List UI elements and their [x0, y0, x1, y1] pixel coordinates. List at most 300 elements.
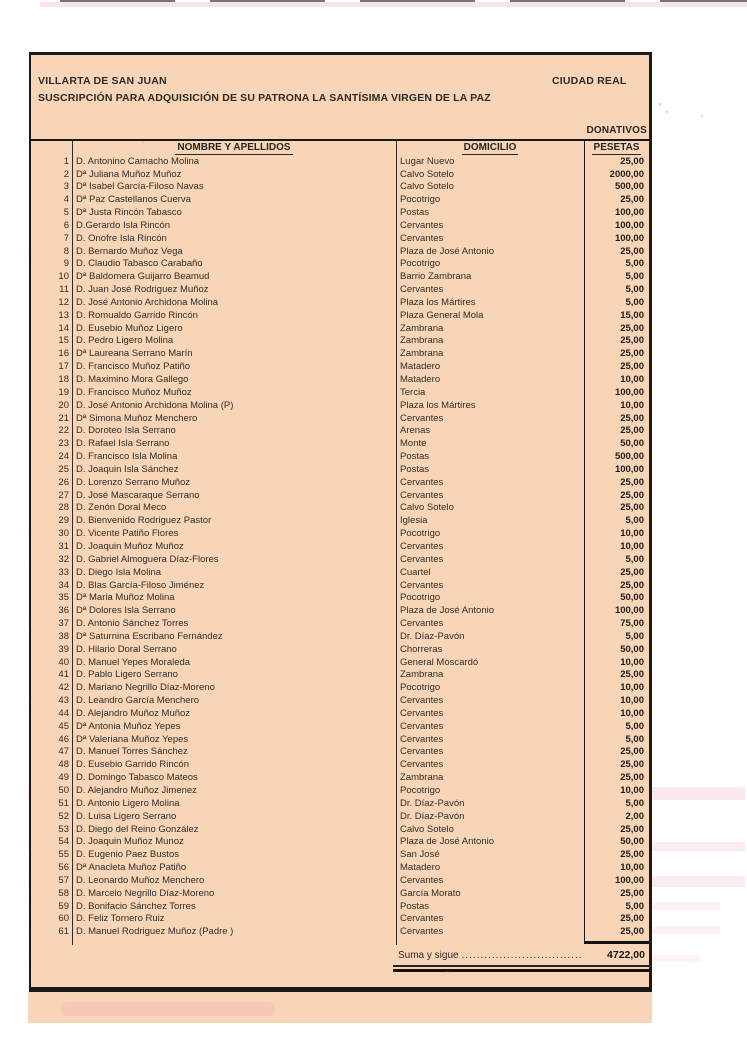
cell-num: 47	[58, 746, 69, 758]
cell-name: Dª Juliana Muñoz Muñoz	[76, 168, 182, 180]
cell-dom: Calvo Sotelo	[400, 168, 454, 180]
cell-pes: 50,00	[620, 836, 644, 848]
cell-num: 41	[58, 669, 69, 681]
page-subtitle: SUSCRIPCIÓN PARA ADQUISICIÓN DE SU PATRONA LA SANTÍSIMA VIRGEN DE LA PAZ	[38, 92, 491, 104]
cell-num: 56	[58, 862, 69, 874]
cell-num: 42	[58, 682, 69, 694]
cell-dom: Cervantes	[400, 412, 444, 424]
table-row	[31, 181, 649, 194]
cell-pes: 25,00	[620, 759, 644, 771]
cell-pes: 10,00	[620, 862, 644, 874]
cell-num: 2	[63, 168, 69, 180]
cell-dom: Plaza los Mártires	[400, 296, 476, 308]
cell-pes: 10,00	[620, 695, 644, 707]
cell-name: D. Hilario Doral Serrano	[76, 643, 177, 655]
cell-dom: Zambrana	[400, 335, 444, 347]
suma-label: Suma y sigue	[398, 949, 459, 961]
cell-num: 12	[58, 296, 69, 308]
table-row	[31, 309, 649, 322]
table-row	[31, 605, 649, 618]
table-row	[31, 592, 649, 605]
cell-dom: Chorreras	[400, 643, 443, 655]
cell-num: 32	[58, 553, 69, 565]
cell-name: D. Maximino Mora Gallego	[76, 374, 189, 386]
pencil-mark: ·	[141, 134, 146, 149]
cell-name: D. Diego Isla Molina	[76, 566, 162, 578]
cell-name: D. Eusebio Muñoz Ligero	[76, 322, 183, 334]
header-separator-line	[31, 139, 649, 141]
cell-num: 24	[58, 451, 69, 463]
cell-num: 43	[58, 695, 69, 707]
cell-num: 45	[58, 720, 69, 732]
cell-num: 3	[63, 181, 69, 193]
suma-value: 4722,00	[607, 949, 645, 961]
cell-pes: 25,00	[620, 669, 644, 681]
cell-num: 4	[63, 194, 69, 206]
cell-dom: Cervantes	[400, 232, 444, 244]
cell-pes: 10,00	[620, 682, 644, 694]
cell-name: D. Zenón Doral Meco	[76, 502, 167, 514]
cell-dom: Barrio Zambrana	[400, 271, 472, 283]
cell-num: 9	[63, 258, 69, 270]
cell-name: D. Pablo Ligero Serrano	[76, 669, 178, 681]
table-row	[31, 720, 649, 733]
table-row	[31, 283, 649, 296]
cell-dom: Cuartel	[400, 566, 431, 578]
cell-num: 33	[58, 566, 69, 578]
table-row	[31, 579, 649, 592]
table-row	[31, 823, 649, 836]
column-header-domicilio-label: DOMICILIO	[463, 142, 517, 153]
cell-pes: 25,00	[620, 348, 644, 360]
cell-name: D. Pedro Ligero Molina	[76, 335, 174, 347]
cell-name: Dª Paz Castellanos Cuerva	[76, 194, 191, 206]
cell-pes: 100,00	[614, 232, 644, 244]
cell-pes: 25,00	[620, 579, 644, 591]
cell-dom: Pocotrigo	[400, 592, 441, 604]
cell-num: 11	[59, 284, 69, 296]
scanned-page	[29, 52, 652, 992]
cell-pes: 5,00	[625, 258, 644, 270]
cell-pes: 25,00	[620, 926, 644, 938]
cell-pes: 100,00	[614, 605, 644, 617]
cell-num: 1	[63, 155, 69, 167]
cell-name: D. José Antonio Archidona Molina (P)	[76, 399, 234, 411]
cell-dom: Arenas	[400, 425, 431, 437]
cell-dom: Cervantes	[400, 720, 444, 732]
cell-pes: 5,00	[625, 553, 644, 565]
table-row	[31, 373, 649, 386]
cell-name: Dª Simona Muñoz Menchero	[76, 412, 198, 424]
cell-name: D. Doroteo Isla Serrano	[76, 425, 176, 437]
cell-num: 58	[58, 887, 69, 899]
table-row	[31, 913, 649, 926]
table-row	[31, 348, 649, 361]
cell-name: D.Gerardo Isla Rincón	[76, 219, 170, 231]
cell-pes: 25,00	[620, 887, 644, 899]
cell-pes: 10,00	[620, 707, 644, 719]
page-title-province: CIUDAD REAL	[552, 75, 627, 87]
cell-dom: Matadero	[400, 862, 441, 874]
cell-num: 57	[58, 874, 69, 886]
cell-name: D. Mariano Negrillo Díaz-Moreno	[76, 682, 215, 694]
cell-pes: 25,00	[620, 194, 644, 206]
cell-pes: 10,00	[620, 785, 644, 797]
cell-pes: 5,00	[625, 284, 644, 296]
table-row	[31, 669, 649, 682]
cell-pes: 25,00	[620, 566, 644, 578]
cell-name: D. Leonardo Muñoz Menchero	[76, 874, 205, 886]
table-row	[31, 155, 649, 168]
cell-num: 5	[63, 207, 69, 219]
cell-num: 36	[58, 605, 69, 617]
cell-num: 55	[58, 849, 69, 861]
table-row	[31, 540, 649, 553]
cell-num: 10	[58, 271, 69, 283]
cell-num: 49	[58, 772, 69, 784]
cell-pes: 25,00	[620, 361, 644, 373]
table-row	[31, 489, 649, 502]
cell-name: D. Bienvenido Rodriguez Pastor	[76, 515, 212, 527]
table-row	[31, 527, 649, 540]
cell-dom: Cervantes	[400, 284, 444, 296]
table-row	[31, 861, 649, 874]
cell-name: Dª Saturnina Escribano Fernández	[76, 630, 223, 642]
table-row	[31, 630, 649, 643]
column-header-nombre	[72, 142, 396, 156]
cell-name: D. Bonifacio Sánchez Torres	[76, 900, 196, 912]
cell-num: 26	[58, 476, 69, 488]
cell-name: D. José Mascaraque Serrano	[76, 489, 200, 501]
cell-pes: 5,00	[625, 630, 644, 642]
cell-num: 46	[58, 733, 69, 745]
cell-num: 52	[58, 810, 69, 822]
cell-name: D. Joaquin Muñoz Muñoz	[76, 540, 184, 552]
cell-dom: Postas	[400, 451, 430, 463]
table-row	[31, 361, 649, 374]
cell-dom: Pocotrigo	[400, 528, 441, 540]
cell-dom: Cervantes	[400, 618, 444, 630]
cell-pes: 25,00	[620, 746, 644, 758]
column-header-pesetas-label: PESETAS	[593, 142, 640, 153]
cell-dom: San José	[400, 849, 440, 861]
cell-name: D. Marcelo Negrillo Díaz-Moreno	[76, 887, 215, 899]
cell-dom: Cervantes	[400, 695, 444, 707]
cell-name: D. Romualdo Garrido Rincón	[76, 309, 198, 321]
cell-dom: Postas	[400, 207, 430, 219]
cell-pes: 500,00	[614, 451, 644, 463]
cell-num: 38	[58, 630, 69, 642]
cell-name: D. Joaquin Isla Sánchez	[76, 463, 179, 475]
table-body	[31, 155, 649, 938]
table-row	[31, 849, 649, 862]
cell-dom: Monte	[400, 438, 427, 450]
cell-pes: 25,00	[620, 412, 644, 424]
cell-pes: 10,00	[620, 399, 644, 411]
cell-dom: Plaza General Mola	[400, 309, 484, 321]
cell-name: D. Claudio Tabasco Carabaño	[76, 258, 203, 270]
cell-num: 35	[58, 592, 69, 604]
cell-pes: 25,00	[620, 502, 644, 514]
table-row	[31, 168, 649, 181]
cell-dom: Pocotrigo	[400, 785, 441, 797]
cell-name: D. Antonino Camacho Molina	[76, 155, 200, 167]
cell-num: 18	[58, 374, 69, 386]
cell-name: D. Francisco Muñoz Muñoz	[76, 386, 192, 398]
cell-name: Dª Baldomera Guijarro Beamud	[76, 271, 210, 283]
cell-pes: 100,00	[614, 219, 644, 231]
cell-dom: General Moscardó	[400, 656, 479, 668]
cell-dom: Dr. Díaz-Pavón	[400, 797, 465, 809]
cell-dom: Cervantes	[400, 707, 444, 719]
table-row	[31, 553, 649, 566]
cell-pes: 2,00	[625, 810, 644, 822]
cell-pes: 25,00	[620, 425, 644, 437]
cell-name: D. Feliz Tornero Ruiz	[76, 913, 165, 925]
cell-dom: Calvo Sotelo	[400, 823, 454, 835]
table-row	[31, 425, 649, 438]
cell-name: D. Francisco Muñoz Patiño	[76, 361, 191, 373]
table-row	[31, 707, 649, 720]
cell-num: 8	[63, 245, 69, 257]
cell-num: 54	[58, 836, 69, 848]
cell-name: D. Domingo Tabasco Mateos	[76, 772, 198, 784]
table-row	[31, 399, 649, 412]
cell-num: 19	[58, 386, 69, 398]
cell-dom: Pocotrigo	[400, 682, 441, 694]
cell-name: D. Gabriel Almoguera Díaz-Flores	[76, 553, 219, 565]
table-row	[31, 515, 649, 528]
cell-name: Dª Maria Muñoz Molina	[76, 592, 175, 604]
cell-name: D. Blas García-Filoso Jiménez	[76, 579, 205, 591]
cell-pes: 15,00	[620, 309, 644, 321]
table-row	[31, 797, 649, 810]
cell-pes: 10,00	[620, 656, 644, 668]
cell-name: D. Alejandro Muñoz Jimenez	[76, 785, 197, 797]
cell-name: D. Vicente Patiño Flores	[76, 528, 179, 540]
cell-pes: 25,00	[620, 823, 644, 835]
cell-name: D. Antonio Ligero Molina	[76, 797, 180, 809]
cell-name: D. Eugenio Paez Bustos	[76, 849, 179, 861]
cell-num: 40	[58, 656, 69, 668]
cell-dom: Cervantes	[400, 579, 444, 591]
scan-pink-smudge	[60, 1002, 275, 1016]
table-row	[31, 566, 649, 579]
cell-dom: Cervantes	[400, 489, 444, 501]
suma-dots: ................................	[461, 949, 583, 961]
cell-name: Dª Justa Rincón Tabasco	[76, 207, 182, 219]
cell-pes: 5,00	[625, 515, 644, 527]
cell-name: Dª Laureana Serrano Marín	[76, 348, 193, 360]
cell-dom: Zambrana	[400, 772, 444, 784]
cell-num: 59	[58, 900, 69, 912]
table-row	[31, 271, 649, 284]
cell-name: Dª Valeriana Muñoz Yepes	[76, 733, 189, 745]
cell-name: D. Lorenzo Serrano Muñoz	[76, 476, 191, 488]
cell-name: Dª Dolores Isla Serrano	[76, 605, 176, 617]
total-rule-thick	[393, 969, 652, 972]
cell-name: D. Francisco Isla Molina	[76, 451, 178, 463]
table-row	[31, 258, 649, 271]
cell-num: 34	[58, 579, 69, 591]
cell-name: Dª Anacleta Muñoz Patiño	[76, 862, 187, 874]
cell-num: 23	[58, 438, 69, 450]
cell-pes: 25,00	[620, 849, 644, 861]
cell-dom: Cervantes	[400, 219, 444, 231]
cell-num: 16	[58, 348, 69, 360]
cell-num: 44	[58, 707, 69, 719]
scan-pink-edge	[40, 2, 747, 7]
cell-dom: Pocotrigo	[400, 194, 441, 206]
table-row	[31, 733, 649, 746]
table-row	[31, 219, 649, 232]
cell-dom: Lugar Nuevo	[400, 155, 455, 167]
cell-pes: 25,00	[620, 489, 644, 501]
cell-dom: Postas	[400, 463, 430, 475]
cell-dom: Cervantes	[400, 926, 444, 938]
cell-pes: 50,00	[620, 592, 644, 604]
cell-name: D. Manuel Torres Sánchez	[76, 746, 188, 758]
cell-num: 25	[58, 463, 69, 475]
cell-pes: 5,00	[625, 733, 644, 745]
table-row	[31, 617, 649, 630]
table-row	[31, 463, 649, 476]
page-title-town: VILLARTA DE SAN JUAN	[38, 75, 167, 87]
table-row	[31, 746, 649, 759]
table-row	[31, 926, 649, 939]
table-row	[31, 836, 649, 849]
table-row	[31, 194, 649, 207]
cell-dom: Postas	[400, 900, 430, 912]
table-row	[31, 476, 649, 489]
cell-num: 39	[58, 643, 69, 655]
cell-dom: Plaza de José Antonio	[400, 245, 495, 257]
total-rule-thin	[393, 965, 652, 967]
cell-pes: 500,00	[614, 181, 644, 193]
cell-dom: Zambrana	[400, 669, 444, 681]
cell-pes: 5,00	[625, 900, 644, 912]
cell-name: D. Bernardo Muñoz Vega	[76, 245, 183, 257]
cell-num: 31	[58, 540, 69, 552]
cell-num: 14	[58, 322, 69, 334]
cell-num: 15	[58, 335, 69, 347]
table-row	[31, 296, 649, 309]
cell-dom: Pocotrigo	[400, 258, 441, 270]
cell-pes: 10,00	[620, 374, 644, 386]
cell-name: Dª Antonia Muñoz Yepes	[76, 720, 181, 732]
table-row	[31, 900, 649, 913]
table-row	[31, 874, 649, 887]
cell-pes: 25,00	[620, 772, 644, 784]
cell-dom: Dr. Díaz-Pavón	[400, 810, 465, 822]
cell-name: D. Joaquin Muñoz Munoz	[76, 836, 184, 848]
cell-dom: Tercia	[400, 386, 426, 398]
pencil-mark: ·	[700, 108, 705, 123]
cell-pes: 50,00	[620, 438, 644, 450]
cell-pes: 10,00	[620, 528, 644, 540]
cell-pes: 5,00	[625, 797, 644, 809]
table-row	[31, 656, 649, 669]
cell-num: 22	[58, 425, 69, 437]
cell-dom: Zambrana	[400, 322, 444, 334]
suma-row	[398, 948, 645, 962]
table-row	[31, 887, 649, 900]
table-row	[31, 784, 649, 797]
cell-name: Dª Isabel García-Filoso Navas	[76, 181, 204, 193]
pencil-mark: ' ,	[659, 100, 669, 115]
cell-dom: Cervantes	[400, 540, 444, 552]
cell-num: 37	[58, 618, 69, 630]
cell-name: D. Antonio Sánchez Torres	[76, 618, 189, 630]
cell-num: 51	[58, 797, 69, 809]
cell-name: D. Luisa Ligero Serrano	[76, 810, 177, 822]
cell-pes: 25,00	[620, 335, 644, 347]
cell-name: D. Juan José Rodriguez Muñoz	[76, 284, 209, 296]
table-row	[31, 450, 649, 463]
cell-name: D. Rafael Isla Serrano	[76, 438, 170, 450]
cell-name: D. Diego del Reino González	[76, 823, 199, 835]
cell-dom: Matadero	[400, 361, 441, 373]
cell-dom: García Morato	[400, 887, 461, 899]
cell-dom: Cervantes	[400, 759, 444, 771]
cell-num: 61	[58, 926, 69, 938]
cell-num: 17	[58, 361, 69, 373]
cell-name: D. Onofre Isla Rincón	[76, 232, 167, 244]
cell-name: D. Leandro García Menchero	[76, 695, 200, 707]
cell-pes: 25,00	[620, 322, 644, 334]
table-row	[31, 759, 649, 772]
table-row	[31, 810, 649, 823]
column-header-domicilio	[396, 142, 584, 156]
cell-dom: Cervantes	[400, 746, 444, 758]
table-row	[31, 386, 649, 399]
cell-dom: Calvo Sotelo	[400, 181, 454, 193]
cell-dom: Cervantes	[400, 913, 444, 925]
cell-num: 20	[58, 399, 69, 411]
table-row	[31, 206, 649, 219]
cell-pes: 5,00	[625, 296, 644, 308]
cell-pes: 25,00	[620, 913, 644, 925]
cell-dom: Iglesia	[400, 515, 428, 527]
cell-pes: 100,00	[614, 207, 644, 219]
table-row	[31, 245, 649, 258]
cell-dom: Cervantes	[400, 874, 444, 886]
cell-pes: 10,00	[620, 540, 644, 552]
cell-dom: Plaza de José Antonio	[400, 836, 495, 848]
cell-num: 50	[58, 785, 69, 797]
cell-dom: Plaza los Mártires	[400, 399, 476, 411]
cell-num: 60	[58, 913, 69, 925]
cell-dom: Zambrana	[400, 348, 444, 360]
cell-pes: 25,00	[620, 476, 644, 488]
cell-num: 6	[63, 219, 69, 231]
cell-num: 48	[58, 759, 69, 771]
column-header-nombre-label: NOMBRE Y APELLIDOS	[177, 142, 291, 153]
table-row	[31, 438, 649, 451]
table-row	[31, 694, 649, 707]
cell-name: D. Alejandro Muñoz Muñoz	[76, 707, 191, 719]
cell-pes: 5,00	[625, 720, 644, 732]
cell-num: 53	[58, 823, 69, 835]
donativos-label: DONATIVOS	[586, 125, 647, 136]
table-row	[31, 232, 649, 245]
cell-num: 29	[58, 515, 69, 527]
table-row	[31, 643, 649, 656]
cell-dom: Cervantes	[400, 476, 444, 488]
cell-num: 7	[63, 232, 69, 244]
cell-dom: Dr. Díaz-Pavón	[400, 630, 465, 642]
cell-num: 21	[58, 412, 69, 424]
